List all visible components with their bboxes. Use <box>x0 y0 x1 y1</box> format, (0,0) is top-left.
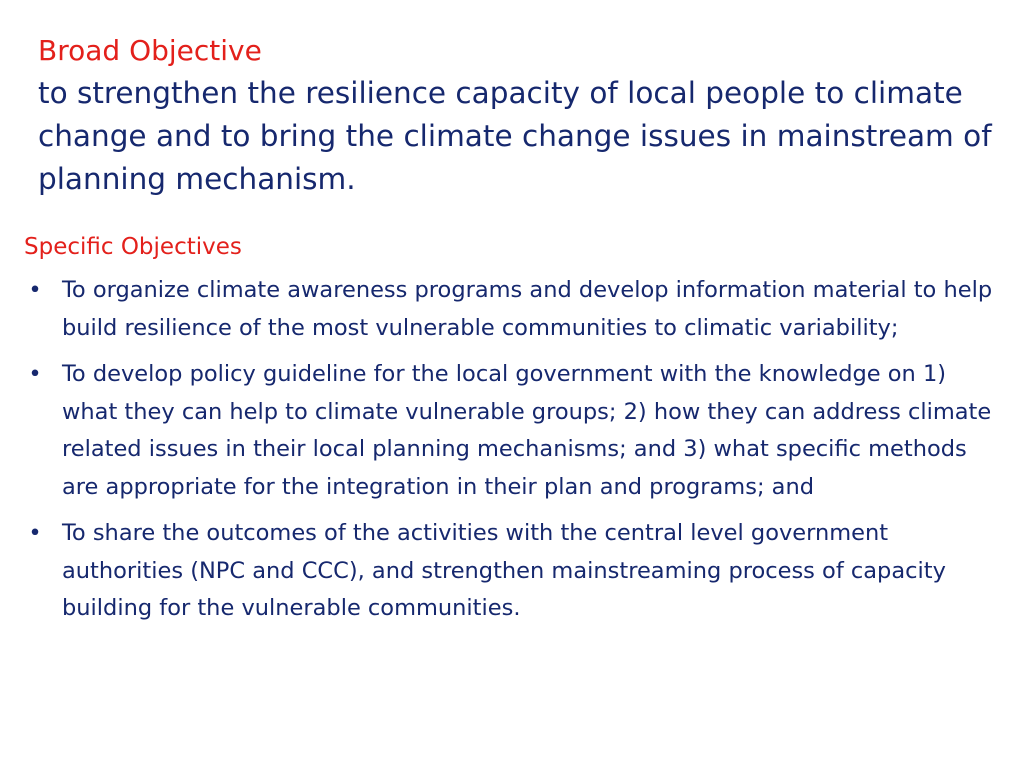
specific-objectives-heading: Specific Objectives <box>24 234 242 260</box>
specific-objectives-list <box>24 272 1004 628</box>
bullet-icon: • <box>28 277 42 303</box>
broad-objective-section <box>38 34 998 201</box>
objective-item-3 <box>24 515 1004 628</box>
objective-item-2 <box>24 356 1004 506</box>
broad-objective-text: to strengthen the resilience capacity of local people to climate change and to bring the climate change issues in mainstream of planning mechanism. <box>38 76 992 196</box>
objective-item-1 <box>24 272 1004 347</box>
broad-objective-heading: Broad Objective <box>38 34 262 67</box>
bullet-icon: • <box>28 361 42 387</box>
bullet-icon: • <box>28 520 42 546</box>
objective-text: To organize climate awareness programs and develop information material to help build resilience of the most vulnerable communities to climatic variability; <box>62 277 993 341</box>
objective-text: To share the outcomes of the activities with the central level government authorities (NPC and CCC), and strengthen mainstreaming process of capacity building for the vulnerable communities. <box>62 520 946 621</box>
objective-text: To develop policy guideline for the local government with the knowledge on 1) what they can help to climate vulnerable groups; 2) how they can address climate related issues in their local planning mechanisms; and 3) what specific methods are appropriate for the integration in their plan and programs; and <box>62 361 992 500</box>
specific-objectives-section <box>24 231 1004 637</box>
